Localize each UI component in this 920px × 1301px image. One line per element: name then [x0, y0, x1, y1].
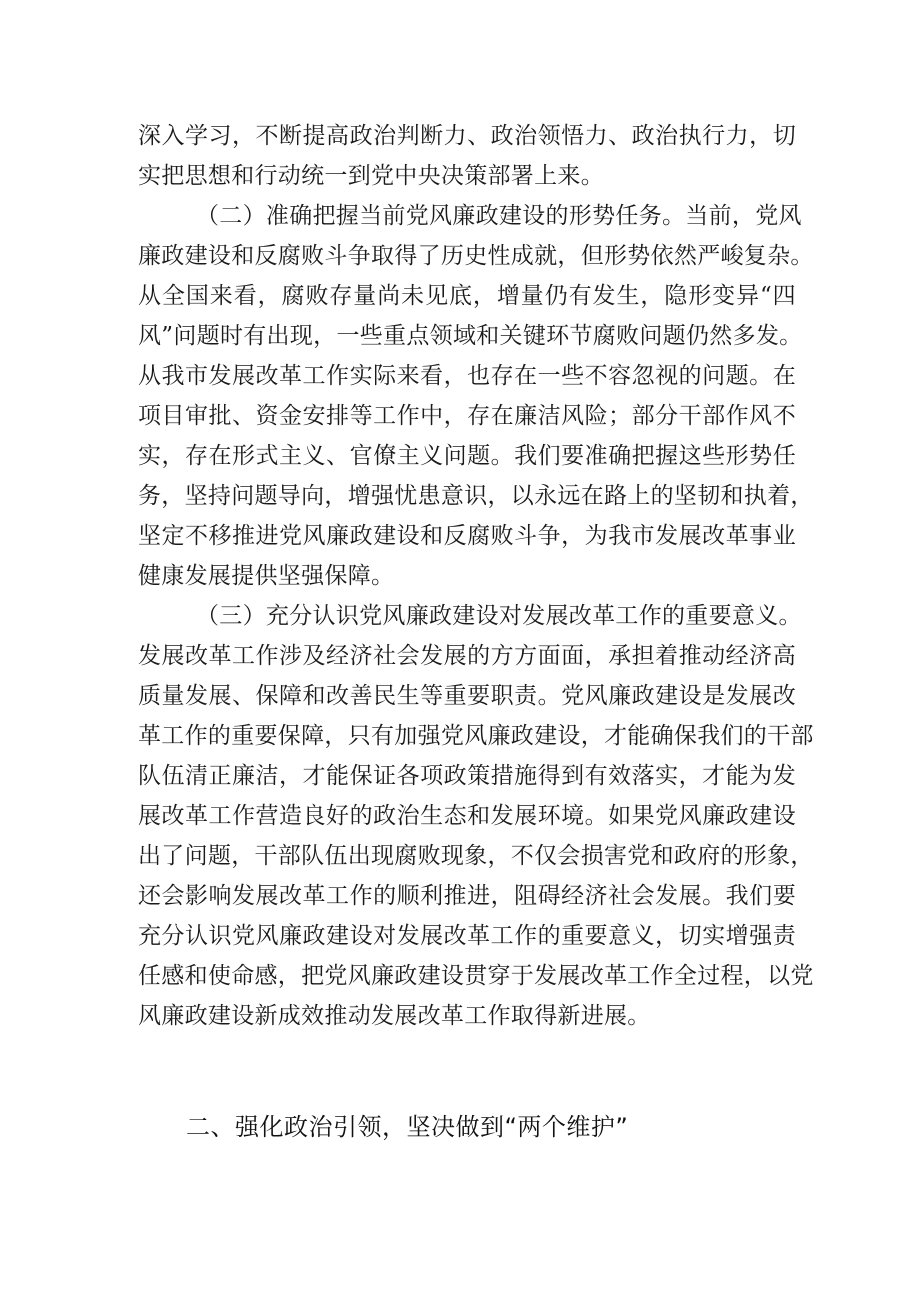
text-line: 发展改革工作涉及经济社会发展的方方面面，承担着推动经济高	[138, 643, 796, 669]
text-line: 还会影响发展改革工作的顺利推进，阻碍经济社会发展。我们要	[138, 883, 796, 909]
text-line: 从我市发展改革工作实际来看，也存在一些不容忽视的问题。在	[138, 363, 796, 389]
text-line: 充分认识党风廉政建设对发展改革工作的重要意义，切实增强责	[138, 923, 796, 949]
text-line: 风廉政建设新成效推动发展改革工作取得新进展。	[138, 1003, 651, 1029]
text-line: （二）准确把握当前党风廉政建设的形势任务。当前，党风	[196, 203, 802, 229]
text-line: 健康发展提供坚强保障。	[138, 563, 395, 589]
text-line: 任感和使命感，把党风廉政建设贯穿于发展改革工作全过程，以党	[138, 963, 814, 989]
text-line: 出了问题，干部队伍出现腐败现象，不仅会损害党和政府的形象，	[138, 843, 814, 869]
body-text	[138, 116, 814, 1036]
text-line: 风”问题时有出现，一些重点领域和关键环节腐败问题仍然多发。	[138, 323, 803, 349]
text-line: （三）充分认识党风廉政建设对发展改革工作的重要意义。	[196, 603, 802, 629]
text-line: 展改革工作营造良好的政治生态和发展环境。如果党风廉政建设	[138, 803, 796, 829]
text-line: 项目审批、资金安排等工作中，存在廉洁风险；部分干部作风不	[138, 403, 796, 429]
section-heading: 二、强化政治引领，坚决做到“两个维护”	[186, 1113, 629, 1141]
text-line: 实把思想和行动统一到党中央决策部署上来。	[138, 163, 604, 189]
text-line: 务，坚持问题导向，增强忧患意识，以永远在路上的坚韧和执着，	[138, 483, 814, 509]
text-line: 从全国来看，腐败存量尚未见底，增量仍有发生，隐形变异“四	[138, 283, 796, 309]
text-line: 革工作的重要保障，只有加强党风廉政建设，才能确保我们的干部	[138, 723, 814, 749]
text-line: 实，存在形式主义、官僚主义问题。我们要准确把握这些形势任	[138, 443, 796, 469]
text-line: 队伍清正廉洁，才能保证各项政策措施得到有效落实，才能为发	[138, 763, 796, 789]
text-line: 质量发展、保障和改善民生等重要职责。党风廉政建设是发展改	[138, 683, 796, 709]
text-line: 坚定不移推进党风廉政建设和反腐败斗争，为我市发展改革事业	[138, 523, 796, 549]
text-line: 廉政建设和反腐败斗争取得了历史性成就，但形势依然严峻复杂。	[138, 243, 814, 269]
text-line: 深入学习，不断提高政治判断力、政治领悟力、政治执行力，切	[138, 123, 796, 149]
